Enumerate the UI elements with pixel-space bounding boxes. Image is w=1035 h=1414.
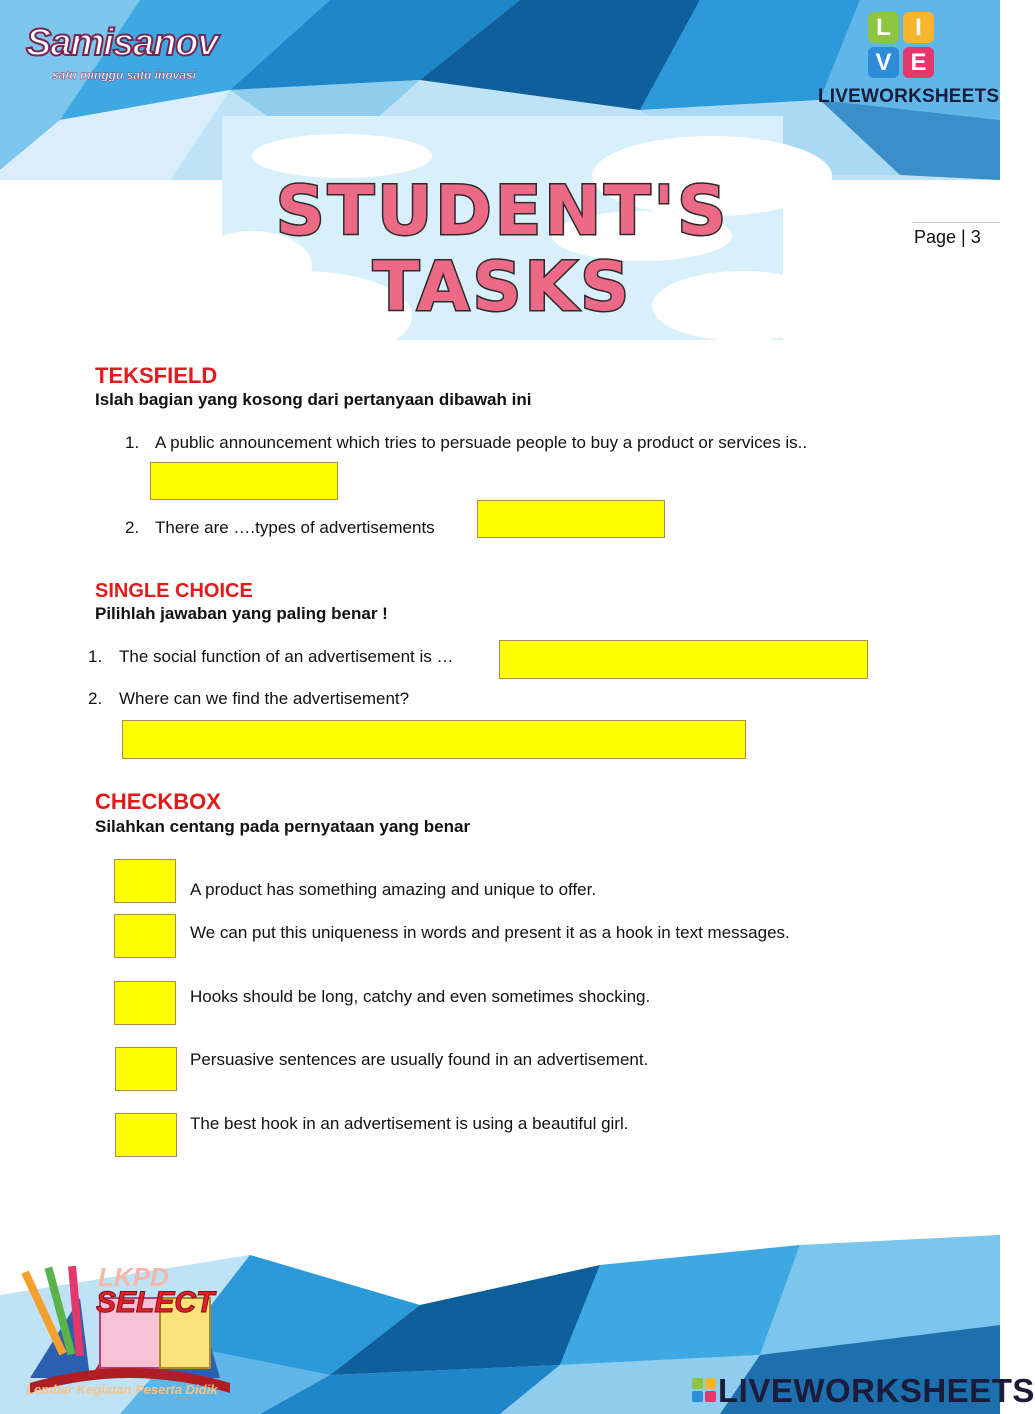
page-rule	[912, 222, 1000, 223]
checkbox-item-2-box[interactable]	[114, 914, 176, 958]
samisanov-logo	[26, 14, 236, 84]
single-choice-q2-dropdown[interactable]	[122, 720, 746, 759]
live-letter-e: E	[903, 47, 934, 78]
lkpd-caption: Lembar Kegiatan Peserta Didik	[26, 1382, 218, 1397]
checkbox-item-2-text: We can put this uniqueness in words and present it as a hook in text messages.	[190, 923, 790, 942]
checkbox-item-4-text: Persuasive sentences are usually found in an advertisement.	[190, 1050, 649, 1069]
teksfield-q1-answer-input[interactable]	[150, 462, 338, 500]
single-choice-q2-text: Where can we find the advertisement?	[119, 689, 410, 708]
single-choice-q1-text: The social function of an advertisement is …	[119, 647, 454, 666]
liveworksheets-wordmark: LIVEWORKSHEETS	[818, 86, 1000, 107]
teksfield-q2-answer-input[interactable]	[477, 500, 665, 538]
teksfield-q1-number: 1.	[125, 433, 140, 452]
teksfield-instruction: Islah bagian yang kosong dari pertanyaan dibawah ini	[95, 390, 532, 409]
liveworksheets-footer-logo	[692, 1372, 1035, 1409]
single-choice-heading: SINGLE CHOICE	[95, 580, 253, 602]
checkbox-item-1-box[interactable]	[114, 859, 176, 903]
banner-title-line1: STUDENT'S	[275, 172, 730, 251]
live-letter-i: I	[903, 12, 934, 43]
single-choice-q1-number: 1.	[88, 647, 103, 666]
checkbox-instruction: Silahkan centang pada pernyataan yang benar	[95, 817, 471, 836]
teksfield-q2-text: There are ….types of advertisements	[155, 518, 435, 537]
checkbox-item-1-text: A product has something amazing and unique to offer.	[190, 880, 597, 899]
lkpd-title: LKPD	[98, 1262, 169, 1292]
checkbox-item-3-text: Hooks should be long, catchy and even sometimes shocking.	[190, 987, 651, 1006]
banner-title-line2: TASKS	[372, 248, 633, 327]
teksfield-heading: TEKSFIELD	[95, 363, 218, 388]
lkpd-select-logo	[20, 1258, 245, 1408]
brand-tagline: satu minggu satu inovasi	[52, 68, 197, 82]
liveworksheets-logo-icon	[868, 12, 936, 80]
page-number: Page | 3	[914, 227, 981, 247]
lkpd-select-title: SELECT	[96, 1286, 215, 1319]
teksfield-q1-text: A public announcement which tries to persuade people to buy a product or services is..	[155, 433, 808, 452]
checkbox-item-3-box[interactable]	[114, 981, 176, 1025]
single-choice-instruction: Pilihlah jawaban yang paling benar !	[95, 604, 388, 623]
brand-name: Samisanov	[26, 22, 218, 64]
checkbox-item-4-box[interactable]	[115, 1047, 177, 1091]
checkbox-item-5-box[interactable]	[115, 1113, 177, 1157]
single-choice-q2-number: 2.	[88, 689, 103, 708]
live-letter-l: L	[868, 12, 899, 43]
single-choice-q1-dropdown[interactable]	[499, 640, 868, 679]
checkbox-heading: CHECKBOX	[95, 789, 221, 814]
students-tasks-banner	[222, 116, 783, 340]
live-grid-small-icon	[692, 1378, 716, 1402]
checkbox-item-5-text: The best hook in an advertisement is using a beautiful girl.	[190, 1114, 629, 1133]
live-letter-v: V	[868, 47, 899, 78]
liveworksheets-footer-wordmark: LIVEWORKSHEETS	[718, 1372, 1035, 1409]
teksfield-q2-number: 2.	[125, 518, 140, 537]
